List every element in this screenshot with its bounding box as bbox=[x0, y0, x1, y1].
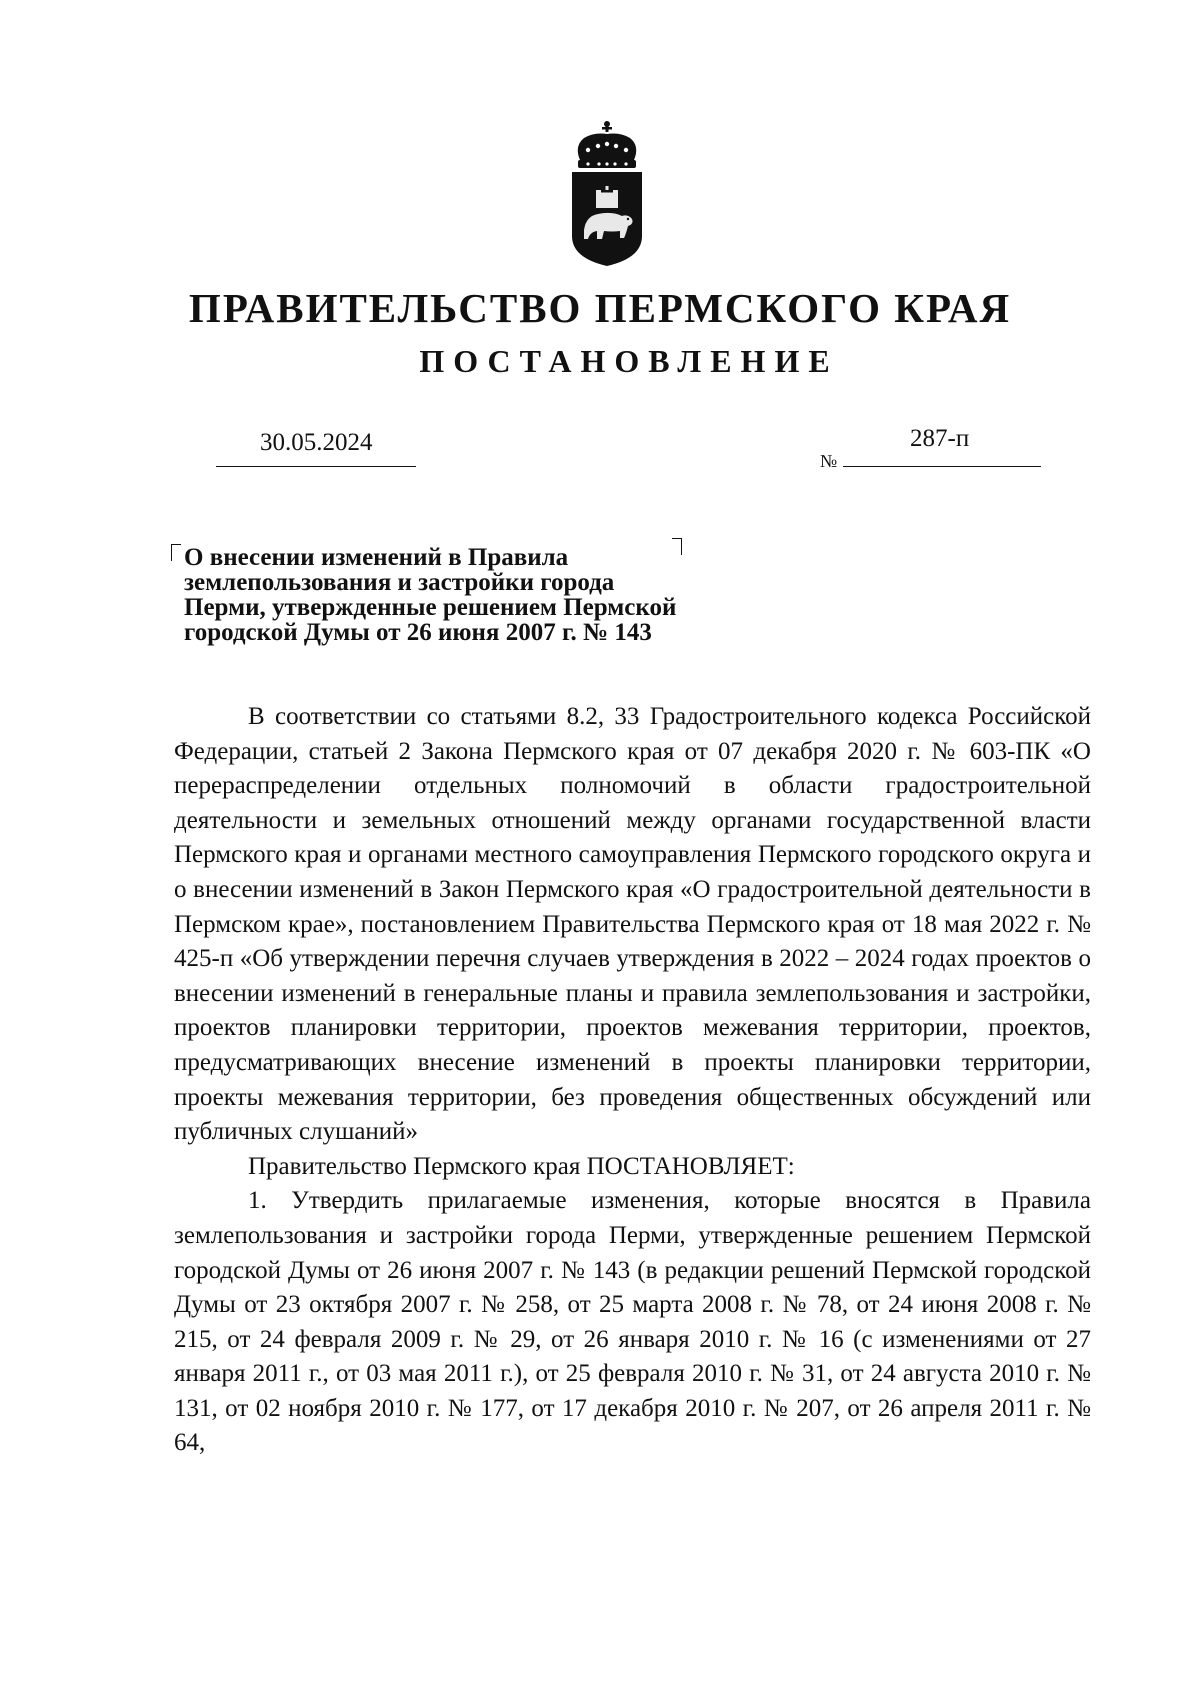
resolution-paragraph: Правительство Пермского края ПОСТАНОВЛЯЕТ: bbox=[248, 1152, 795, 1180]
date-underline bbox=[216, 466, 416, 467]
number-label: № bbox=[820, 451, 838, 471]
document-body bbox=[174, 700, 1091, 1461]
subject-line: землепользования и застройки города bbox=[184, 569, 615, 596]
perm-krai-coat-of-arms-icon bbox=[562, 118, 652, 268]
document-date: 30.05.2024 bbox=[260, 429, 373, 456]
subject-line: городской Думы от 26 июня 2007 г. № 143 bbox=[184, 619, 652, 646]
document-type: ПОСТАНОВЛЕНИЕ bbox=[419, 343, 839, 379]
org-title: ПРАВИТЕЛЬСТВО ПЕРМСКОГО КРАЯ bbox=[188, 285, 1012, 331]
subject-bracket-left bbox=[171, 544, 181, 561]
subject-line: Перми, утвержденные решением Пермской bbox=[184, 594, 677, 621]
document-subject bbox=[184, 545, 744, 645]
subject-line: О внесении изменений в Правила bbox=[184, 544, 569, 571]
item-1-paragraph: 1. Утвердить прилагаемые изменения, которые вносятся в Правила землепользования и застройки города Перми, утвержденные решением Пермской городской Думы от 26 июня 2007 г. № 143 (в редакции решений Пермской городской Думы от 23 октября 2007 г. № 258, от 25 марта 2008 г. № 78, от 24 июня 2008 г. № 215, от 24 февраля 2009 г. № 29, от 26 января 2010 г. № 16 (с изменениями от 27 января 2011 г., от 03 мая 2011 г.), от 25 февраля 2010 г. № 31, от 24 августа 2010 г. № 131, от 02 ноября 2010 г. № 177, от 17 декабря 2010 г. № 207, от 26 апреля 2011 г. № 64, bbox=[174, 1187, 1091, 1457]
number-underline bbox=[843, 466, 1041, 467]
document-number: 287-п bbox=[910, 425, 970, 452]
preamble-paragraph: В соответствии со статьями 8.2, 33 Градостроительного кодекса Российской Федерации, статьей 2 Закона Пермского края от 07 декабря 2020 г. № 603-ПК «О перераспределении отдельных полномочий в области градостроительной деятельности и земельных отношений между органами государственной власти Пермского края и органами местного самоуправления Пермского городского округа и о внесении изменений в Закон Пермского края «О градостроительной деятельности в Пермском крае», постановлением Правительства Пермского края от 18 мая 2022 г. № 425-п «Об утверждении перечня случаев утверждения в 2022 – 2024 годах проектов о внесении изменений в генеральные планы и правила землепользования и застройки, проектов планировки территории, проектов межевания территории, проектов, предусматривающих внесение изменений в проекты планировки территории, проекты межевания территории, без проведения общественных обсуждений или публичных слушаний» bbox=[174, 703, 1091, 1146]
